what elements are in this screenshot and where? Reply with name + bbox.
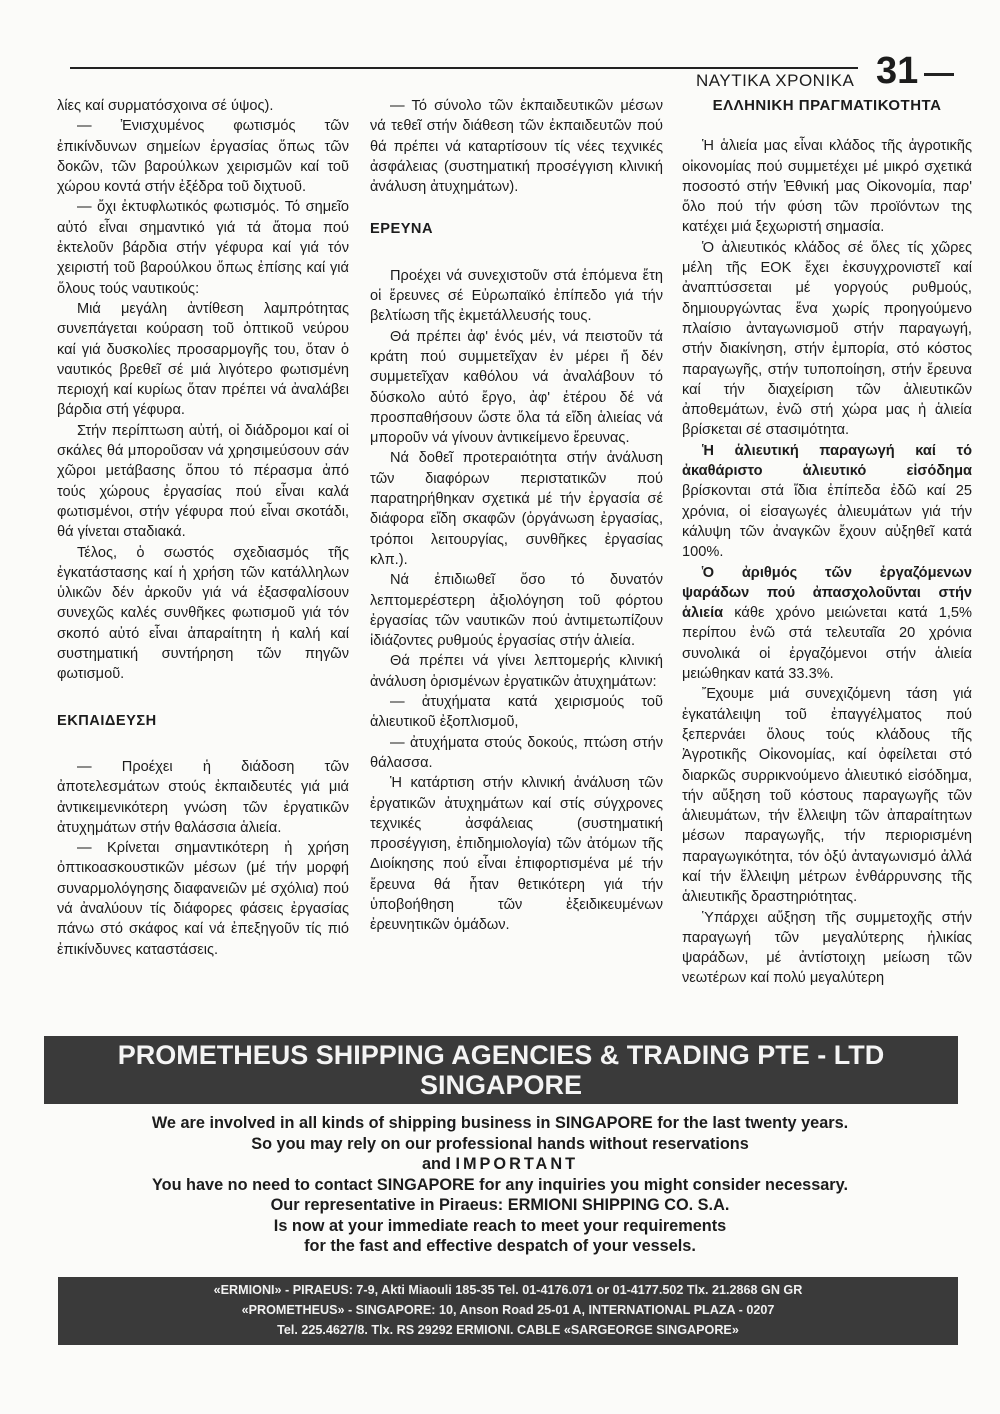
paragraph: — ἀτυχήματα κατά χειρισμούς τοῦ ἁλιευτικοῦ ἐξοπλισμοῦ, [370,694,663,731]
page-number-dash [924,73,954,76]
ad-line: Is now at your immediate reach to meet your requirements [273,1216,727,1235]
ad-body [40,1113,960,1257]
paragraph: Ἡ κατάρτιση στήν κλινική ἀνάλυση τῶν ἐργατικῶν ἀτυχημάτων καί στίς σύγχρονες τεχνικές ἀσφάλειας (συστηματική προσέγγιση, ἐπιδημιολογία) τῶν ἀτόμων τῆς Διοίκησης πού εἶναι ἐπιφορτισμένα μέ τήν ἔρευνα θά ἦταν θετικότερη γιά τήν ὑποβοήθηση τῶν ἐξειδικευμένων ἐρευνητικῶν ὁμάδων. [370,775,663,934]
ad-line: We are involved in all kinds of shipping business in SINGAPORE for the last twenty years. [151,1114,849,1132]
ad-line: Our representative in Piraeus: ERMIONI SHIPPING CO. S.A. [270,1196,730,1214]
paragraph: Ὑπάρχει αὔξηση τῆς συμμετοχῆς στήν παραγωγή τῶν μεγαλύτερης ἡλικίας ψαράδων, μέ ἀντίστοιχη μείωση τῶν νεωτέρων καί πολύ μεγαλύτερη [682,909,972,987]
contact-telephone: Tel. 225.4627/8. Tlx. RS 29292 ERMIONI. CABLE «SARGEORGE SINGAPORE» [277,1323,739,1337]
paragraph: Ἔχουμε μιά συνεχιζόμενη τάση γιά ἐγκατάλειψη τοῦ ἐπαγγέλματος πού ξεπερνάει ὅλους τούς κλάδους τῆς Ἀγροτικῆς Οἰκονομίας, καί ὀφείλεται στό διαρκῶς συρρικνούμενο ἁλιευτικό εἰσόδημα, τήν αὔξηση τοῦ κόστους παραγωγῆς τῶν ἁλιευμάτων, τήν ἔλλειψη τῶν ἀπαραίτητων μέσων παραγωγῆς, τήν περιορισμένη παραγωγικότητα, τόν ὀξύ ἀνταγωνισμό ἀλλά καί τήν ἔλλειψη μέτρων ἐνθάρρυνσης τῆς ἁλιευτικῆς δραστηριότητας. [682,686,972,906]
contact-piraeus: «ERMIONI» - PIRAEUS: 7-9, Akti Miaouli 185-35 Tel. 01-4176.071 or 01-4177.502 Tlx. 21.2868 GN GR [213,1283,803,1297]
paragraph: — ἀτυχήματα στούς δοκούς, πτώση στήν θάλασσα. [370,734,663,771]
ad-company-name: PROMETHEUS SHIPPING AGENCIES & TRADING PTE - LTD [117,1040,885,1070]
section-heading-education: ΕΚΠΑΙΔΕΥΣΗ [57,712,157,729]
ad-line: You have no need to contact SINGAPORE for any inquiries you might consider necessary. [151,1175,849,1194]
ad-line: for the fast and effective despatch of your vessels. [304,1237,696,1255]
paragraph: — Προέχει ἡ διάδοση τῶν ἀποτελεσμάτων στούς ἐκπαιδευτές γιά μιά ἀντικειμενικότερη γνώση τῶν ἐργατικῶν ἀτυχημάτων στήν θαλάσσια ἁλιεία. [57,758,349,836]
ad-city: SINGAPORE [419,1070,583,1100]
paragraph: Θά πρέπει νά γίνει λεπτομερής κλινική ἀνάλυση ὁρισμένων ἐργατικῶν ἀτυχημάτων: [370,653,663,690]
paragraph: Νά δοθεῖ προτεραιότητα στήν ἀνάλυση τῶν διαφόρων περιστατικῶν πού παρατηρήθηκαν σχετικά μέ τήν ἐργασία σέ διάφορα εἴδη σκαφῶν (ὀργάνωση ἐργασίας, τρόποι λειτουργίας, συνθῆκες ἐργασίας κλπ.). [370,450,663,568]
paragraph: — Ἐνισχυμένος φωτισμός τῶν ἐπικίνδυνων σημείων ἐργασίας ὅπως τῶν δοκῶν, τῶν βαρούλκων χειρισμῶν καί τοῦ χώρου κοντά στήν ἐξέδρα τοῦ διχτυοῦ. [57,118,349,196]
paragraph: Θά πρέπει ἀφ' ἑνός μέν, νά πειστοῦν τά κράτη πού συμμετεῖχαν ἐν μέρει ἤ δέν συμμετεῖχαν καθόλου νά ἀναλάβουν τό δύσκολο αὐτό ἔργο, ἀφ' ἑτέρου δέ νά προσπαθήσουν ὥστε ὅλα τά εἴδη ἁλιείας νά μποροῦν νά γίνουν ἀντικείμενο ἔρευνας. [370,328,663,447]
section-heading-greek-reality: ΕΛΛΗΝΙΚΗ ΠΡΑΓΜΑΤΙΚΟΤΗΤΑ [712,97,942,114]
paragraph: Νά ἐπιδιωθεῖ ὅσο τό δυνατόν λεπτομερέστερη ἀξιολόγηση τοῦ φόρτου ἐργασίας τῶν ναυτικῶν πού ἀντιμετωπίζουν ἰδιάζοντες ρυθμούς ἐργασίας στήν ἁλιεία. [370,572,663,650]
emphasis: Ὁ ἀριθμός τῶν ἐργαζόμενων ψαράδων πού ἀπασχολοῦνται στήν ἁλιεία [682,564,972,622]
paragraph: Στήν περίπτωση αὐτή, οἱ διάδρομοι καί οἱ σκάλες θά μποροῦσαν νά χρησιμεύσουν σάν χῶροι μετάβασης ὅπου τό πέρασμα ἀπό τούς χώρους ἐργασίας πού εἶναι καλά φωτισμένοι, στήν γέφυρα πού εἶναι σκοτάδι, θά γίνεται σταδιακά. [57,422,349,541]
paragraph-text: κάθε χρόνο μειώνεται κατά 1,5% περίπου ἐνῶ στά τελευταῖα 20 χρόνια συνολικά οἱ ἐργαζόμενοι στήν ἁλιεία μειώθηκαν κατά 33.3%. [682,605,972,683]
paragraph-text: βρίσκονται στά ἴδια ἐπίπεδα ἐδῶ καί 25 χρόνια, οἱ εἰσαγωγές ἁλιευμάτων γιά τήν κάλυψη τῶν ἀναγκῶν ἔχουν αὐξηθεῖ κατά 100%. [682,483,972,561]
page-number: 31 [876,50,919,92]
ad-line: So you may rely on our professional hands without reservations [251,1134,749,1153]
paragraph: — Κρίνεται σημαντικότερη ἡ χρήση ὀπτικοασκουστικῶν μέσων (μέ τήν μορφή συναρμολόγησης διαφανειῶν μέ σχόλια) πού νά ἀναλύουν τίς διάφορες φάσεις ἐργασίας πάνω στό σκάφος καί νά ἐπεξηγοῦν τίς πιό ἐπικίνδυνες καταστάσεις. [57,840,349,958]
paragraph: — ὄχι ἐκτυφλωτικός φωτισμός. Τό σημεῖο αὐτό εἶναι σημαντικό γιά τά ἄτομα πού ἐκτελοῦν βάρδια στήν γέφυρα καί γιά τόν χειριστή τοῦ βαρούλκου ὅπως ἐπίσης καί γιά ὅλους τούς ναυτικούς: [57,199,349,297]
paragraph: Τέλος, ὁ σωστός σχεδιασμός τῆς ἐγκατάστασης καί ἡ χρήση τῶν κατάλληλων ὑλικῶν δέν ἀρκοῦν γιά νά ἐξασφαλίσουν συνεχῶς καλές συνθῆκες φωτισμοῦ γιά τόν σκοπό αὐτό εἶναι ἀπαραίτητη ἡ καλή καί συστηματική συντήρηση τῶν πηγῶν φωτισμοῦ. [57,544,349,683]
top-rule [70,67,858,69]
contact-singapore: «PROMETHEUS» - SINGAPORE: 10, Anson Road 25-01 A, INTERNATIONAL PLAZA - 0207 [241,1303,775,1317]
paragraph: Μιά μεγάλη ἀντίθεση λαμπρότητας συνεπάγεται κούραση τοῦ ὀπτικοῦ νεύρου καί γιά δυσκολίες προσαρμογῆς του, ὅταν ὁ ναυτικός βρεθεῖ σέ μιά λιγότερο φωτισμένη περιοχή καί κυρίως ὅταν πρέπει νά ἀναλάβει βάρδια στή γέφυρα. [57,300,349,419]
column-3 [682,96,972,987]
paragraph: Ἡ ἁλιεία μας εἶναι κλάδος τῆς ἀγροτικῆς οἰκονομίας πού συμμετέχει μέ μικρό σχετικά ποσοστό στήν Ἐθνική μας Οἰκονομία, παρ' ὅλο πού τήν φύση τῶν προϊόντων της κατέχει μιά ξεχωριστή σημασία. [682,138,972,236]
paragraph: Προέχει νά συνεχιστοῦν στά ἑπόμενα ἔτη οἱ ἔρευνες σέ Εὐρωπαϊκό ἐπίπεδο γιά τήν βελτίωση τῆς ἐκμετάλλευσής τους. [370,267,663,325]
ad-line [40,1154,960,1175]
ad-important: IMPORTANT [455,1155,579,1173]
paragraph: Ὁ ἁλιευτικός κλάδος σέ ὅλες τίς χῶρες μέλη τῆς ΕΟΚ ἔχει ἐκσυγχρονιστεῖ καί ἀναπτύσσεται μέ γοργούς ρυθμούς, δημιουργώντας ἕνα χωρίς προηγούμενο πλαίσιο ἀνταγωνισμοῦ στήν παραγωγή, στήν διακίνηση, στήν ἐμπορία, στό κόστος παραγωγῆς, στήν τυποποίηση, στήν ἔρευνα καί τήν διαχείριση τῶν ἁλιευτικῶν ἀποθεμάτων, ἐνῶ στή χώρα μας ἡ ἁλιεία βρίσκεται σέ στασιμότητα. [682,239,972,439]
paragraph [682,563,972,685]
running-title: ΝΑΥΤΙΚΑ ΧΡΟΝΙΚΑ [696,71,855,90]
ad-contact-box [58,1277,958,1345]
column-1 [57,96,349,960]
paragraph: λίες καί συρματόσχοινα σέ ύψος). [57,98,274,114]
section-heading-research: ΕΡΕΥΝΑ [370,221,434,238]
paragraph: — Τό σύνολο τῶν ἐκπαιδευτικῶν μέσων νά τεθεῖ στήν διάθεση τῶν ἐκπαιδευτῶν πού θά πρέπει νά καταρτίσουν τίς νέες τεχνικές ἀσφάλειας (συστηματική προσέγγιση κλινική ἀνάλυση ἀτυχημάτων). [370,98,663,196]
ad-and: and [421,1155,451,1173]
column-2 [370,96,663,936]
paragraph [682,441,972,563]
emphasis: Ἡ ἁλιευτική παραγωγή καί τό ἀκαθάριστο ἁλιευτικό εἰσόδημα [682,442,972,480]
ad-banner [44,1036,958,1104]
